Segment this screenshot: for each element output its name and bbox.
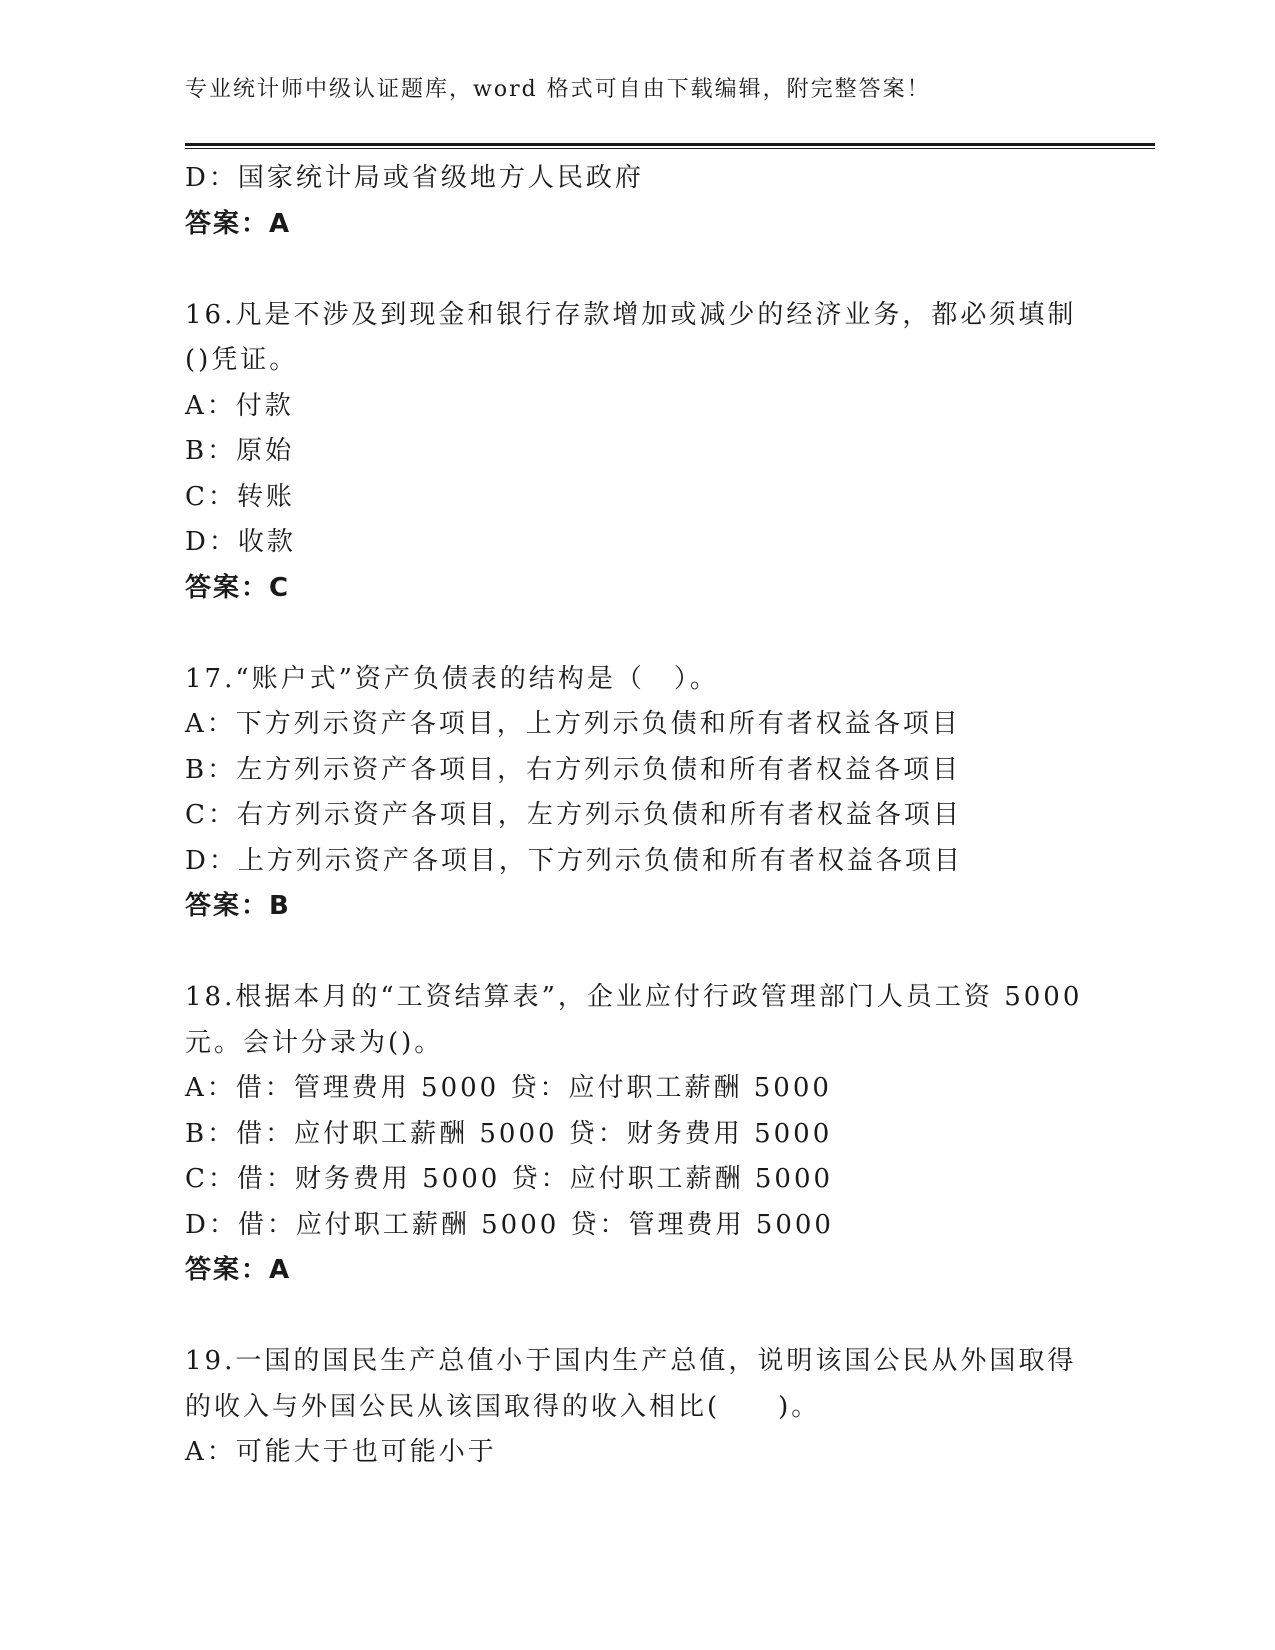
document-content bbox=[185, 156, 1125, 1476]
question-18 bbox=[185, 975, 1125, 1294]
question-19 bbox=[185, 1339, 1125, 1476]
option-d: D：收款 bbox=[185, 527, 296, 557]
question-stem: ()凭证。 bbox=[185, 345, 299, 375]
option-a: A：借：管理费用 5000 贷：应付职工薪酬 5000 bbox=[185, 1073, 832, 1103]
option-c: C：转账 bbox=[185, 481, 295, 512]
question-stem: 17.“账户式”资产负债表的结构是（ ）。 bbox=[185, 663, 719, 694]
option-a: A：下方列示资产各项目，上方列示负债和所有者权益各项目 bbox=[185, 709, 961, 739]
answer-line: 答案：A bbox=[185, 208, 292, 239]
option-d: D：国家统计局或省级地方人民政府 bbox=[185, 163, 644, 193]
question-16 bbox=[185, 293, 1125, 612]
answer-line: 答案：A bbox=[185, 1255, 292, 1285]
spacer bbox=[185, 247, 1125, 293]
question-17 bbox=[185, 657, 1125, 930]
question-stem: 16.凡是不涉及到现金和银行存款增加或减少的经济业务，都必须填制 bbox=[185, 299, 1077, 330]
spacer bbox=[185, 1294, 1125, 1340]
header-rule-thin bbox=[185, 148, 1155, 149]
answer-line: 答案：B bbox=[185, 891, 291, 921]
page-header: 专业统计师中级认证题库，word 格式可自由下载编辑，附完整答案！ bbox=[185, 77, 931, 102]
option-b: B：左方列示资产各项目，右方列示负债和所有者权益各项目 bbox=[185, 754, 962, 785]
option-b: B：原始 bbox=[185, 436, 295, 466]
option-b: B：借：应付职工薪酬 5000 贷：财务费用 5000 bbox=[185, 1118, 833, 1149]
option-d: D：借：应付职工薪酬 5000 贷：管理费用 5000 bbox=[185, 1209, 834, 1240]
spacer bbox=[185, 611, 1125, 657]
option-c: C：借：财务费用 5000 贷：应付职工薪酬 5000 bbox=[185, 1164, 834, 1194]
header-rule-thick bbox=[185, 143, 1155, 146]
question-stem: 19.一国的国民生产总值小于国内生产总值，说明该国公民从外国取得 bbox=[185, 1346, 1077, 1376]
question-stem: 元。会计分录为()。 bbox=[185, 1027, 444, 1058]
spacer bbox=[185, 930, 1125, 976]
option-d: D：上方列示资产各项目，下方列示负债和所有者权益各项目 bbox=[185, 845, 963, 876]
option-c: C：右方列示资产各项目，左方列示负债和所有者权益各项目 bbox=[185, 800, 962, 830]
option-a: A：可能大于也可能小于 bbox=[185, 1437, 497, 1467]
answer-line: 答案：C bbox=[185, 572, 291, 603]
question-stem: 的收入与外国公民从该国取得的收入相比( )。 bbox=[185, 1391, 821, 1422]
option-a: A：付款 bbox=[185, 390, 294, 421]
question-stem: 18.根据本月的“工资结算表”，企业应付行政管理部门人员工资 5000 bbox=[185, 982, 1083, 1012]
